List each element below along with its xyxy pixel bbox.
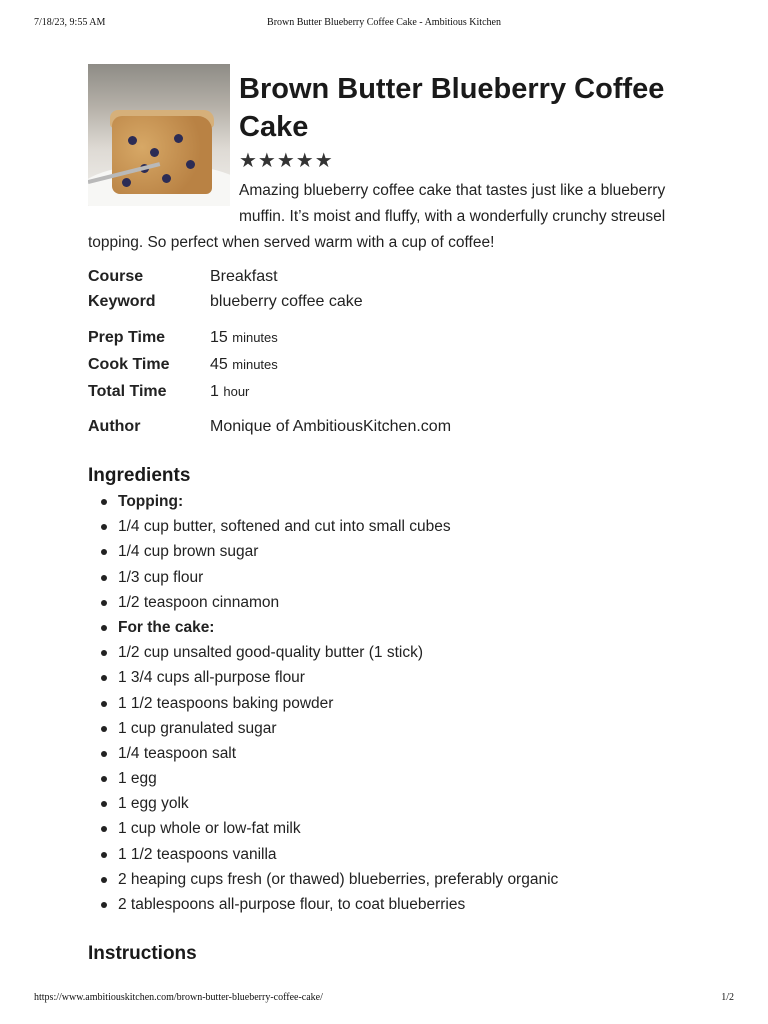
ingredient-text: 2 tablespoons all-purpose flour, to coat blueberries <box>118 896 466 913</box>
ingredient-text: 1 3/4 cups all-purpose flour <box>118 669 305 687</box>
bullet-icon <box>101 549 107 555</box>
ingredient-section-heading <box>88 489 688 514</box>
ingredient-text: 1/4 cup butter, softened and cut into small cubes <box>118 518 451 536</box>
print-date: 7/18/23, 9:55 AM <box>34 17 106 28</box>
ingredient-item <box>88 640 688 665</box>
meta-total-time <box>88 378 688 405</box>
bullet-icon <box>101 902 107 908</box>
course-value: Breakfast <box>210 268 278 285</box>
keyword-label: Keyword <box>88 293 156 310</box>
ingredient-text: 1 egg <box>118 770 157 788</box>
ingredient-item <box>88 691 688 716</box>
cook-time-value: 45 <box>210 356 228 373</box>
author-value: Monique of AmbitiousKitchen.com <box>210 418 452 435</box>
page-number: 1/2 <box>721 992 734 1003</box>
ingredient-item <box>88 766 688 791</box>
rating-stars: ★★★★★ <box>239 150 334 172</box>
bullet-icon <box>101 499 107 505</box>
bullet-icon <box>101 776 107 782</box>
print-document-title: Brown Butter Blueberry Coffee Cake - Ambitious Kitchen <box>267 17 501 28</box>
ingredient-item <box>88 590 688 615</box>
ingredient-text: 1/4 teaspoon salt <box>118 744 237 762</box>
recipe-summary: Amazing blueberry coffee cake that tastes just like a blueberry muffin. It’s moist and fluffy, with a wonderfully crunchy streusel topping. So perfect when served warm with a cup of coffee! <box>88 182 666 251</box>
bullet-icon <box>101 650 107 656</box>
instructions-heading: Instructions <box>88 943 197 965</box>
meta-author <box>88 414 688 439</box>
recipe-title: Brown Butter Blueberry Coffee Cake <box>239 73 665 143</box>
ingredient-item <box>88 842 688 867</box>
bullet-icon <box>101 524 107 530</box>
ingredient-text: For the cake: <box>118 618 215 636</box>
meta-course <box>88 264 688 289</box>
bullet-icon <box>101 575 107 581</box>
ingredient-item <box>88 665 688 690</box>
prep-time-unit: minutes <box>232 330 278 345</box>
ingredient-text: 1 1/2 teaspoons baking powder <box>118 694 334 712</box>
ingredient-text: 1/3 cup flour <box>118 568 204 586</box>
print-footer <box>34 992 734 1006</box>
ingredient-item <box>88 514 688 539</box>
bullet-icon <box>101 625 107 631</box>
ingredient-text: 1 1/2 teaspoons vanilla <box>118 845 277 863</box>
ingredient-text: Topping: <box>118 493 184 510</box>
ingredient-item <box>88 791 688 816</box>
total-time-label: Total Time <box>88 383 167 400</box>
total-time-unit: hour <box>223 384 250 399</box>
bullet-icon <box>101 701 107 707</box>
ingredient-item <box>88 539 688 564</box>
author-label: Author <box>88 418 141 435</box>
bullet-icon <box>101 726 107 732</box>
keyword-value: blueberry coffee cake <box>210 293 363 310</box>
ingredient-item <box>88 867 688 892</box>
course-label: Course <box>88 268 144 285</box>
ingredient-item <box>88 716 688 741</box>
ingredient-text: 2 heaping cups fresh (or thawed) blueberries, preferably organic <box>118 870 559 888</box>
meta-prep-time <box>88 324 688 351</box>
meta-keyword <box>88 289 688 314</box>
prep-time-label: Prep Time <box>88 329 166 346</box>
recipe-photo <box>88 64 230 206</box>
print-header <box>34 17 734 31</box>
bullet-icon <box>101 852 107 858</box>
ingredient-text: 1/2 cup unsalted good-quality butter (1 stick) <box>118 644 424 662</box>
print-url: https://www.ambitiouskitchen.com/brown-butter-blueberry-coffee-cake/ <box>34 992 323 1003</box>
bullet-icon <box>101 826 107 832</box>
ingredients-list <box>88 489 688 917</box>
bullet-icon <box>101 801 107 807</box>
ingredient-text: 1 cup granulated sugar <box>118 719 277 737</box>
ingredient-item <box>88 892 688 917</box>
cook-time-unit: minutes <box>232 357 278 372</box>
ingredient-section-heading <box>88 615 688 640</box>
ingredient-text: 1 egg yolk <box>118 795 189 813</box>
ingredient-item <box>88 816 688 841</box>
ingredient-item <box>88 565 688 590</box>
meta-cook-time <box>88 351 688 378</box>
cook-time-label: Cook Time <box>88 356 170 373</box>
ingredient-text: 1 cup whole or low-fat milk <box>118 820 301 838</box>
bullet-icon <box>101 751 107 757</box>
ingredient-text: 1/4 cup brown sugar <box>118 543 259 561</box>
prep-time-value: 15 <box>210 329 228 346</box>
recipe-meta <box>88 264 688 439</box>
recipe-card <box>88 64 688 967</box>
bullet-icon <box>101 877 107 883</box>
bullet-icon <box>101 600 107 606</box>
total-time-value: 1 <box>210 383 219 400</box>
ingredient-item <box>88 741 688 766</box>
ingredient-text: 1/2 teaspoon cinnamon <box>118 593 280 611</box>
ingredients-heading: Ingredients <box>88 465 191 486</box>
bullet-icon <box>101 675 107 681</box>
